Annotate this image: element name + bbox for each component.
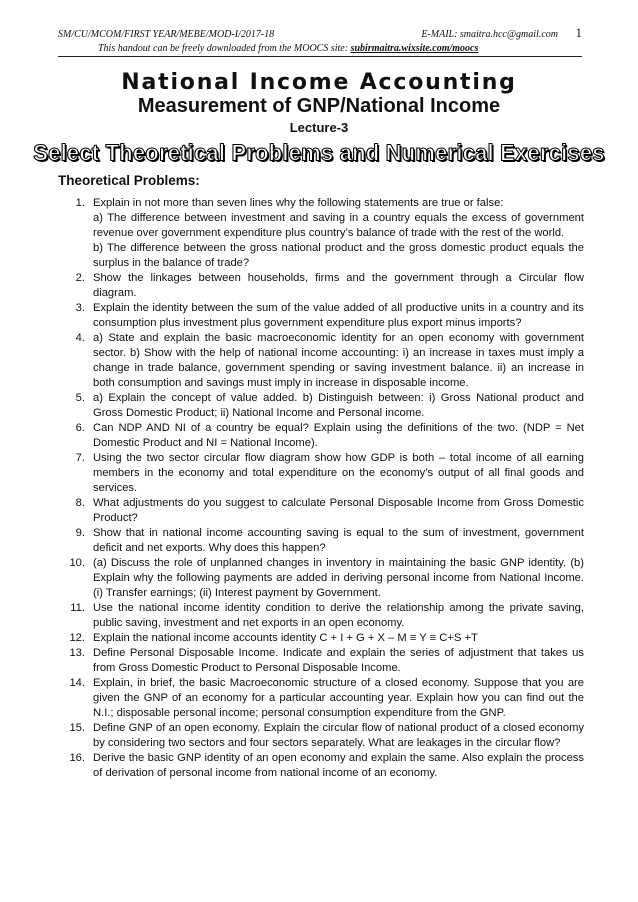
problem-item <box>58 721 584 751</box>
problem-item <box>58 556 584 601</box>
problem-item <box>58 646 584 676</box>
problem-text: Can NDP AND NI of a country be equal? Explain using the definitions of the two. (NDP = Net Domestic Product and NI = National Income). <box>93 422 584 449</box>
problem-number: 9. <box>75 527 85 539</box>
problem-number: 4. <box>75 332 85 344</box>
problem-item <box>58 676 584 721</box>
problem-text: Use the national income identity condition to derive the relationship among the private saving, public saving, investment and net exports in an open economy. <box>93 602 584 629</box>
subtitle: Measurement of GNP/National Income <box>137 95 501 117</box>
section-heading: Theoretical Problems: <box>58 173 200 188</box>
problem-number: 10. <box>69 557 85 569</box>
problem-item <box>58 451 584 496</box>
page-number: 1 <box>575 25 582 40</box>
moocs-link[interactable]: subirmaitra.wixsite.com/moocs <box>350 43 479 54</box>
problem-text: a) State and explain the basic macroeconomic identity for an open economy with government sector. b) Show with the help of national income accounting: i) an increase in taxes must imply a change in trade balance, government spending or saving investment balance. ii) an increase in both consumption and savings must imply in increase in disposable income. <box>93 332 584 389</box>
problem-number: 14. <box>69 677 85 689</box>
problem-number: 12. <box>69 632 85 644</box>
problem-text: Using the two sector circular flow diagram show how GDP is both – total income of all earning members in the economy and total expenditure on the economy’s output of all final goods and services. <box>93 452 584 494</box>
email-address: E-MAIL: smaitra.hcc@gmail.com <box>421 29 558 40</box>
problem-item <box>58 601 584 631</box>
download-note-text: This handout can be freely downloaded from the MOOCS site: <box>98 43 351 54</box>
problem-text: (a) Discuss the role of unplanned changes in inventory in maintaining the basic GNP identity. (b) Explain why the following payments are added in deriving personal income from National Income. (i) Transfer earnings; (ii) Interest payment by Government. <box>93 557 584 599</box>
problem-list <box>58 196 584 781</box>
problem-item <box>58 496 584 526</box>
problem-text: a) The difference between investment and saving in a country equals the excess of government revenue over government expenditure plus country’s balance of trade with the rest of the world. <box>93 212 584 239</box>
problem-text: Explain the national income accounts identity C + I + G + X – M ≡ Y ≡ C+S +T <box>93 632 478 644</box>
problem-number: 8. <box>75 497 85 509</box>
problem-number: 3. <box>75 302 85 314</box>
problem-item <box>58 631 584 646</box>
problem-text: a) Explain the concept of value added. b) Distinguish between: i) Gross National product and Gross Domestic Product; ii) National Income and Personal income. <box>93 392 584 419</box>
lecture-label: Lecture-3 <box>289 120 349 135</box>
problem-item <box>58 391 584 421</box>
problem-item <box>58 196 584 271</box>
problem-number: 6. <box>75 422 85 434</box>
main-title: National Income Accounting <box>121 70 517 95</box>
problem-text: Define GNP of an open economy. Explain the circular flow of national product of a closed economy by considering two sectors and four sectors separately. What are leakages in the circular flow? <box>93 722 584 749</box>
problem-item <box>58 331 584 391</box>
problem-text: Show the linkages between households, firms and the government through a Circular flow diagram. <box>93 272 584 299</box>
problem-number: 5. <box>75 392 85 404</box>
download-note <box>58 43 622 55</box>
problem-number: 7. <box>75 452 85 464</box>
problem-number: 2. <box>75 272 85 284</box>
problem-item <box>58 271 584 301</box>
problem-item <box>58 751 584 781</box>
problem-text: Derive the basic GNP identity of an open economy and explain the same. Also explain the process of derivation of personal income from national income of an economy. <box>93 752 584 779</box>
problem-text: Explain the identity between the sum of the value added of all productive units in a country and its consumption plus investment plus government expenditure plus export minus imports? <box>93 302 584 329</box>
banner-title: Select Theoretical Problems and Numerical Exercises <box>33 139 605 166</box>
course-code: SM/CU/MCOM/FIRST YEAR/MEBE/MOD-I/2017-18 <box>58 29 275 40</box>
problem-item <box>58 421 584 451</box>
problem-number: 15. <box>69 722 85 734</box>
problem-text: What adjustments do you suggest to calculate Personal Disposable Income from Gross Domestic Product? <box>93 497 584 524</box>
problem-number: 1. <box>75 197 85 209</box>
problem-item <box>58 301 584 331</box>
problem-text: Show that in national income accounting saving is equal to the sum of investment, government deficit and net exports. Why does this happen? <box>93 527 584 554</box>
problem-text: Define Personal Disposable Income. Indicate and explain the series of adjustment that takes us from Gross Domestic Product to Personal Disposable Income. <box>93 647 584 674</box>
problem-number: 11. <box>70 602 85 614</box>
problem-number: 13. <box>69 647 85 659</box>
problem-item <box>58 526 584 556</box>
problem-text: Explain in not more than seven lines why the following statements are true or false: <box>93 197 504 209</box>
problem-text: b) The difference between the gross national product and the gross domestic product equals the surplus in the balance of trade? <box>93 242 584 269</box>
problem-text: Explain, in brief, the basic Macroeconomic structure of a closed economy. Suppose that you are given the GNP of an economy for a particular accounting year. Explain how you can find out the N.I.; disposable personal income; personal consumption expenditure from the GNP. <box>93 677 584 719</box>
problem-number: 16. <box>69 752 85 764</box>
header-rule <box>58 56 582 57</box>
